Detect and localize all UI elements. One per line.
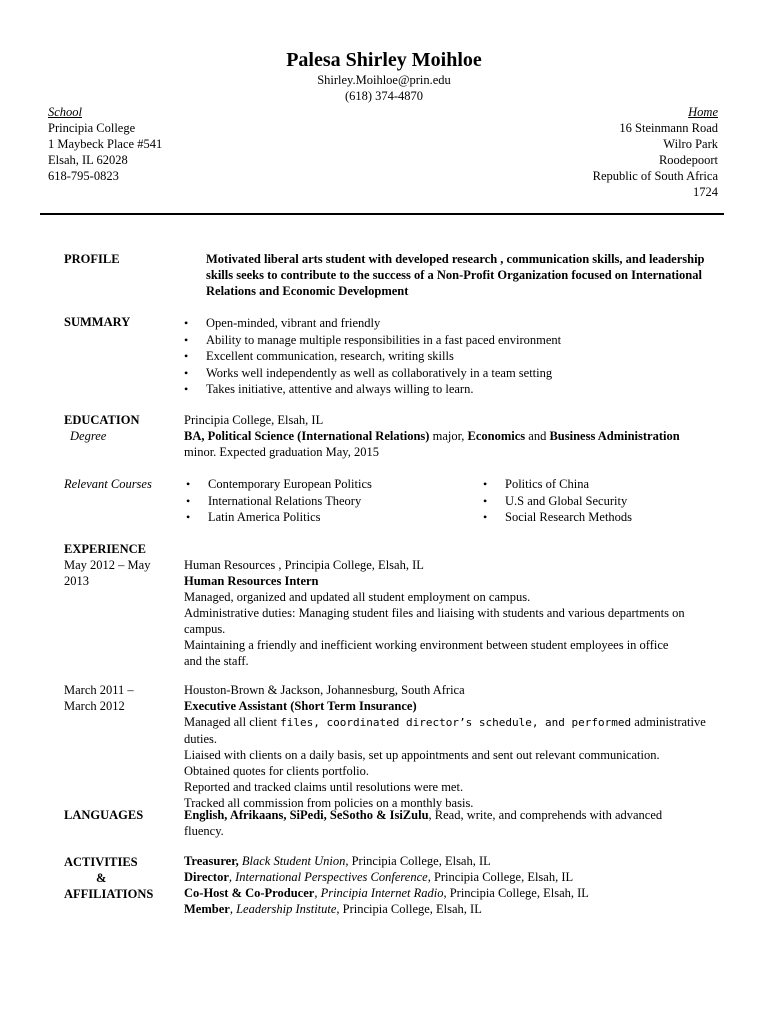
home-address xyxy=(593,104,718,200)
profile-text: Motivated liberal arts student with developed research , communication skills, and leadership skills seeks to contribute to the success of a Non-Profit Organization focused on International Relations and Economic Development xyxy=(206,252,705,298)
education-graduation: minor. Expected graduation May, 2015 xyxy=(184,445,379,459)
list-item xyxy=(184,869,714,885)
languages-text xyxy=(184,807,714,839)
courses-label: Relevant Courses xyxy=(64,477,152,491)
list-item: • Works well independently as well as collaboratively in a team setting xyxy=(184,365,704,382)
job-line: Maintaining a friendly and inefficient working environment between student employees in office xyxy=(184,638,669,652)
contact-phone: (618) 374-4870 xyxy=(344,89,424,103)
home-address-line: 16 Steinmann Road xyxy=(619,121,718,135)
home-address-line: 1724 xyxy=(693,185,718,199)
job-dates-line: March 2011 – xyxy=(64,683,134,697)
job-line: campus. xyxy=(184,622,226,636)
home-address-line: Roodepoort xyxy=(658,153,718,167)
activities-label-line: & xyxy=(96,871,107,885)
contact-email: Shirley.Moihloe@prin.edu xyxy=(317,73,451,87)
activity-place: Principia College, Elsah, IL xyxy=(348,854,491,868)
home-address-line: Republic of South Africa xyxy=(592,169,718,183)
languages-line xyxy=(184,807,714,823)
school-address xyxy=(48,104,162,184)
list-item: • U.S and Global Security xyxy=(483,493,723,510)
list-item: • Takes initiative, attentive and always willing to learn. xyxy=(184,381,704,398)
job-line: Obtained quotes for clients portfolio. xyxy=(184,764,370,778)
job-line: Managed, organized and updated all student employment on campus. xyxy=(184,590,531,604)
activity-place: , Principia College, Elsah, IL xyxy=(443,886,589,900)
activities-label-line: ACTIVITIES xyxy=(64,855,138,869)
education-degree xyxy=(184,428,714,444)
degree-text: major, xyxy=(429,429,468,443)
courses-right-list xyxy=(483,476,723,526)
list-item: • Contemporary European Politics xyxy=(186,476,466,493)
degree-text: and xyxy=(525,429,550,443)
job1-details xyxy=(184,557,714,669)
degree-label: Degree xyxy=(70,429,107,443)
home-address-line: Wilro Park xyxy=(663,137,718,151)
activity-role: Director xyxy=(184,870,229,884)
job-line: Liaised with clients on a daily basis, set up appointments and sent out relevant communication. xyxy=(184,748,660,762)
school-address-line: 618-795-0823 xyxy=(48,169,119,183)
list-item: • Latin America Politics xyxy=(186,509,466,526)
school-address-line: Principia College xyxy=(48,121,136,135)
activity-org: , International Perspectives Conference xyxy=(228,870,428,884)
job-line xyxy=(184,714,714,747)
activity-org: , Leadership Institute xyxy=(229,902,337,916)
activity-role: Treasurer, xyxy=(184,854,239,868)
school-address-label: School xyxy=(48,105,83,119)
list-item: • Social Research Methods xyxy=(483,509,723,526)
languages-label: LANGUAGES xyxy=(64,808,144,822)
list-item: • Excellent communication, research, writing skills xyxy=(184,348,704,365)
job-line-text: files, coordinated director’s schedule, and performed xyxy=(280,716,632,729)
list-item: • International Relations Theory xyxy=(186,493,466,510)
job-line: Tracked all commission from policies on a monthly basis. xyxy=(184,796,474,810)
courses-left-list xyxy=(186,476,466,526)
home-address-label: Home xyxy=(688,105,718,119)
job-dates-line: 2013 xyxy=(64,574,89,588)
summary-label: SUMMARY xyxy=(64,315,131,329)
job-dates-line: March 2012 xyxy=(64,699,125,713)
languages-list: English, Afrikaans, SiPedi, SeSotho & IsiZulu xyxy=(184,808,429,822)
list-item xyxy=(184,853,714,869)
list-item: • Ability to manage multiple responsibilities in a fast paced environment xyxy=(184,332,704,349)
list-item xyxy=(184,901,714,917)
activity-org: , Principia Internet Radio xyxy=(314,886,444,900)
job-title: Executive Assistant (Short Term Insurance) xyxy=(184,699,417,713)
activities-label xyxy=(64,854,164,902)
activity-role: Member xyxy=(184,902,230,916)
list-item: • Politics of China xyxy=(483,476,723,493)
activity-org: Black Student Union, xyxy=(238,854,349,868)
education-school: Principia College, Elsah, IL xyxy=(184,413,324,427)
job-line-text: Managed all client xyxy=(184,715,281,729)
summary-list xyxy=(184,315,704,398)
degree-major: BA, Political Science (International Relations) xyxy=(184,429,430,443)
school-address-line: 1 Maybeck Place #541 xyxy=(48,137,163,151)
job-line: and the staff. xyxy=(184,654,249,668)
job1-dates xyxy=(64,557,150,589)
languages-proficiency: , Read, write, and comprehends with advanced xyxy=(428,808,663,822)
list-item xyxy=(184,885,714,901)
experience-label: EXPERIENCE xyxy=(64,542,146,556)
school-address-line: Elsah, IL 62028 xyxy=(48,153,128,167)
activities-list xyxy=(184,853,714,917)
job-line-text: administrative duties. xyxy=(184,715,706,746)
activity-place: , Principia College, Elsah, IL xyxy=(336,902,482,916)
job2-details xyxy=(184,682,714,811)
education-label: EDUCATION xyxy=(64,413,140,427)
activities-label-line: AFFILIATIONS xyxy=(64,887,154,901)
activity-place: , Principia College, Elsah, IL xyxy=(427,870,574,884)
job-org: Human Resources , Principia College, Elsah, IL xyxy=(184,558,424,572)
languages-line: fluency. xyxy=(184,824,224,838)
job-line: Reported and tracked claims until resolutions were met. xyxy=(184,780,464,794)
job-title: Human Resources Intern xyxy=(184,574,319,588)
degree-business: Business Administration xyxy=(549,429,680,443)
job-line: Administrative duties: Managing student files and liaising with students and various departments on xyxy=(184,606,685,620)
activity-role: Co-Host & Co-Producer xyxy=(184,886,315,900)
job2-dates xyxy=(64,682,134,714)
header-divider xyxy=(40,213,724,215)
resume-name: Palesa Shirley Moihloe xyxy=(286,49,482,71)
job-dates-line: May 2012 – May xyxy=(64,558,151,572)
list-item: • Open-minded, vibrant and friendly xyxy=(184,315,704,332)
profile-label: PROFILE xyxy=(64,252,120,266)
job-org: Houston-Brown & Jackson, Johannesburg, South Africa xyxy=(184,683,465,697)
degree-economics: Economics xyxy=(467,429,526,443)
